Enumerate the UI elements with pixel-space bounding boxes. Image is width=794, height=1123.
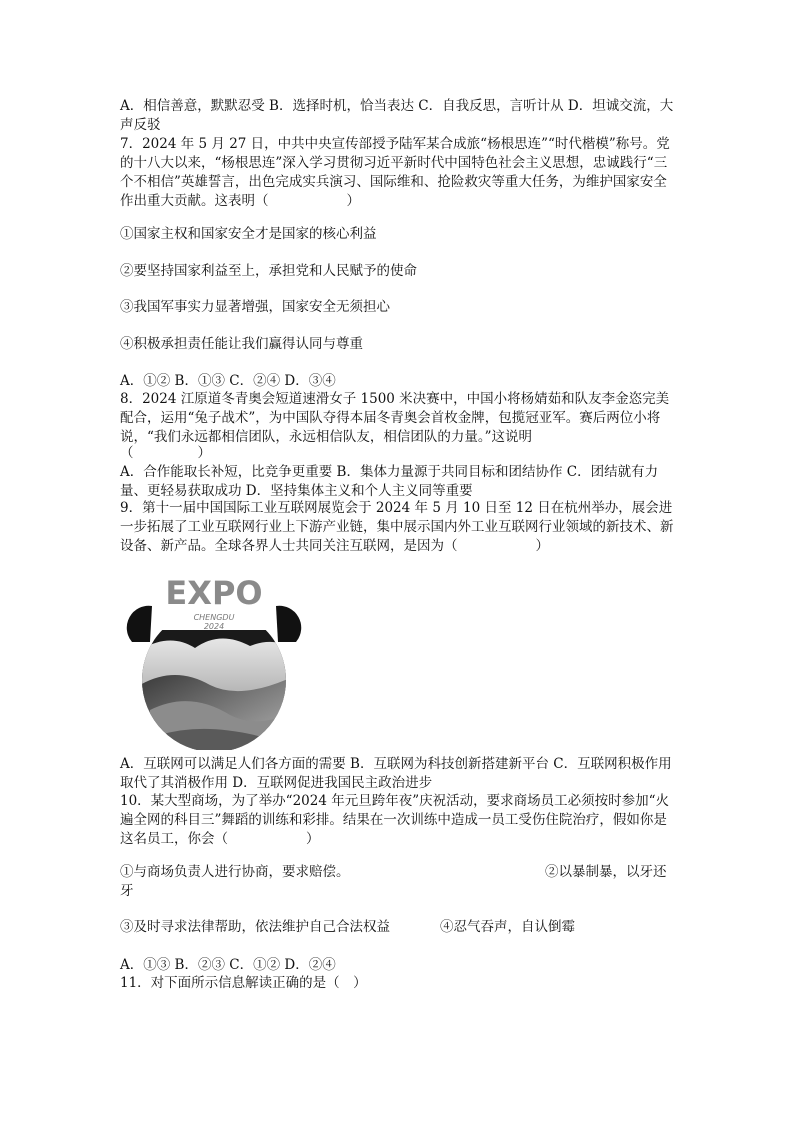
q7-stem-close: ） [346,193,360,209]
q7-statement-3: ③我国军事实力显著增强，国家安全无须担心 [120,299,390,315]
q10-stem [120,792,680,849]
q11-stem: 11．对下面所示信息解读正确的是（ ） [120,975,367,991]
q9-options: A．互联网可以满足人们各方面的需要 B．互联网为科技创新搭建新平台 C．互联网积极作用取代了其消极作用 D．互联网促进我国民主政治进步 [120,756,672,791]
q10-statements-row2 [120,918,680,937]
expo-chengdu-logo [120,570,308,750]
q10-statement-1: ①与商场负责人进行协商，要求赔偿。 [120,864,350,880]
q8-paren [120,444,680,463]
panda-face-mountains [120,630,308,750]
q7-options: A．①② B．①③ C．②④ D．③④ [120,373,336,389]
q9-stem-text: 9．第十一届中国国际工业互联网展览会于 2024 年 5 月 10 日至 12 日在杭州举办，展会进一步拓展了工业互联网行业上下游产业链，集中展示国内外工业互联网行业领域的新技术、新设备、新产品。全球各界人士共同关注互联网，是因为（ [120,500,674,554]
q10-stem-close: ） [306,831,320,847]
q7-statement-4: ④积极承担责任能让我们赢得认同与尊重 [120,336,363,352]
q10-options: A．①③ B．②③ C．①② D．②④ [120,957,336,973]
q8-stem: 8．2024 江原道冬青奥会短道速滑女子 1500 米决赛中，中国小将杨婧茹和队友李金恣完美配合，运用“兔子战术”，为中国队夺得本届冬青奥会首枚金牌，包揽冠亚军。赛后两位小将说，“我们永远都相信团队，永远相信队友，相信团队的力量。”这说明 [120,391,670,445]
q10-statement-3: ③及时寻求法律帮助，依法维护自己合法权益 [120,919,390,935]
q7-statement-2: ②要坚持国家利益至上，承担党和人民赋予的使命 [120,263,417,279]
q9-stem [120,499,680,556]
q10-stem-text: 10．某大型商场，为了举办“2024 年元旦跨年夜”庆祝活动，要求商场员工必须按时参加“火遍全网的科目三”舞蹈的训练和彩排。结果在一次训练中造成一员工受伤住院治疗，假如你是这名员工，你会（ [120,793,670,847]
panda-ear-left [127,606,152,642]
q10-statement-2a: ②以暴制暴，以牙还 [545,864,667,880]
q10-statement-4: ④忍气吞声，自认倒霉 [440,919,575,935]
q7-stem-text: 7．2024 年 5 月 27 日，中共中央宣传部授予陆军某合成旅“杨根思连”“时代楷模”称号。党的十八大以来，“杨根思连”深入学习贯彻习近平新时代中国特色社会主义思想，忠诚践行“三个不相信”英雄誓言，出色完成实兵演习、国际维和、抢险救灾等重大任务，为维护国家安全作出重大贡献。这表明（ [120,136,670,209]
q6-options: A．相信善意，默默忍受 B．选择时机，恰当表达 C．自我反思，言听计从 D．坦诚交流，大声反驳 [120,98,674,133]
q7-stem [120,135,680,211]
q9-stem-close: ） [535,538,549,554]
panda-ear-right [276,606,301,642]
logo-city-text: CHENGDU [193,613,235,622]
q10-statement-2b: 牙 [120,883,134,899]
q8-paren-open: （ [120,445,134,461]
q8-options: A．合作能取长补短，比竞争更重要 B．集体力量源于共同目标和团结协作 C．团结就有力量、更轻易获取成功 D．坚持集体主义和个人主义同等重要 [120,464,659,499]
q10-statements-row1 [120,863,680,901]
q8-paren-close: ） [197,445,211,461]
logo-year-text: 2024 [203,622,225,631]
q7-statement-1: ①国家主权和国家安全才是国家的核心利益 [120,226,377,242]
logo-expo-text: EXPO [165,574,263,612]
